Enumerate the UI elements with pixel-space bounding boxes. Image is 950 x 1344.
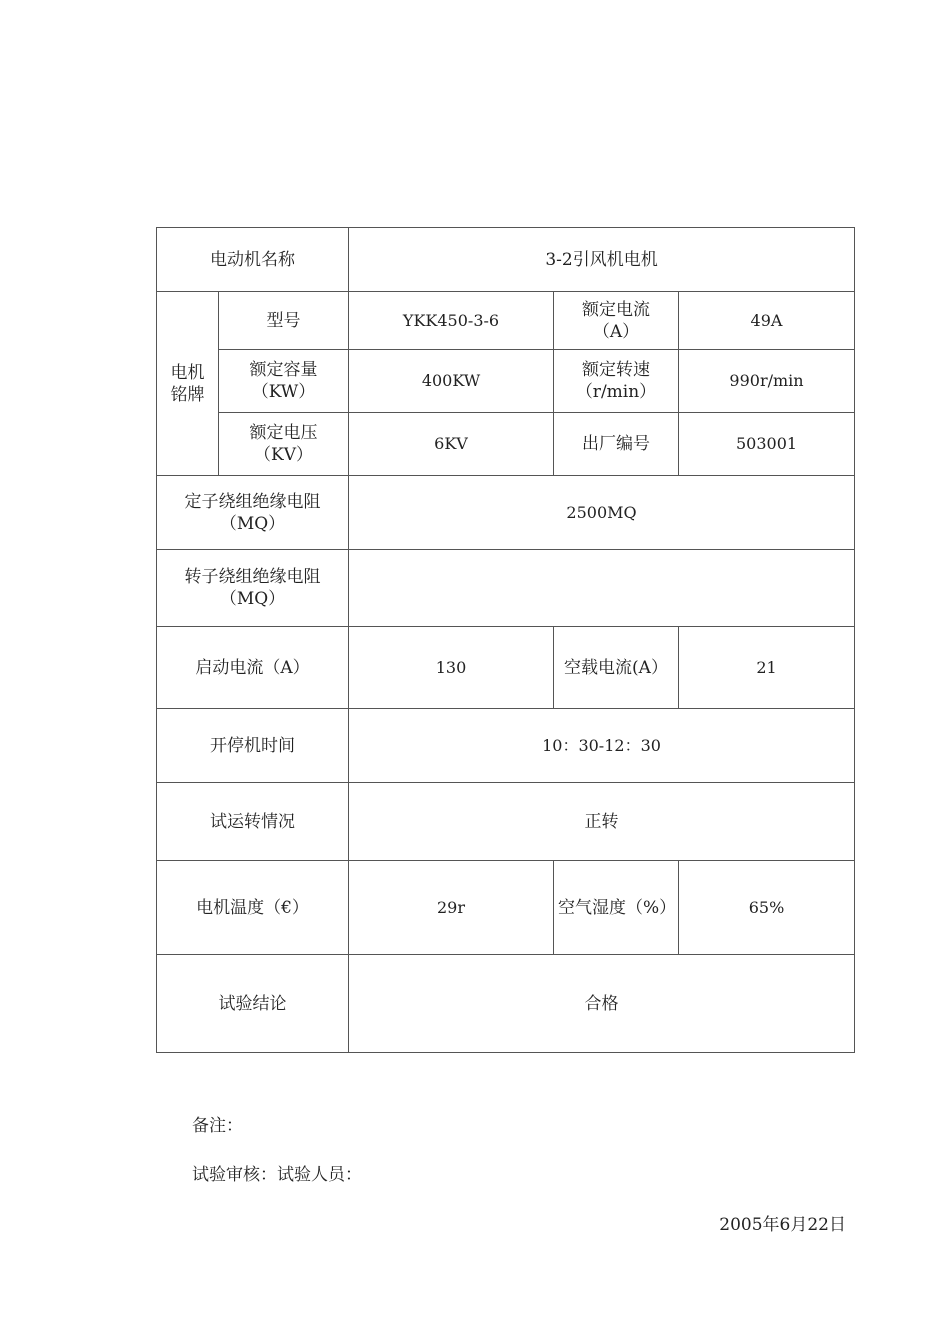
signatures-line: 试验审核：试验人员： xyxy=(192,1165,362,1185)
rated-speed-label xyxy=(554,350,679,413)
stator-insulation-unit: （MQ） xyxy=(219,513,286,534)
table-row xyxy=(157,783,855,861)
rated-voltage-label xyxy=(219,413,349,476)
rated-voltage-unit: （KV） xyxy=(254,445,313,465)
rated-speed-value: 990r/min xyxy=(679,350,855,413)
rotor-insulation-unit: （MQ） xyxy=(219,589,286,609)
table-row xyxy=(157,292,855,350)
test-record-table xyxy=(156,227,855,1053)
conclusion-label: 试验结论 xyxy=(157,955,349,1053)
stator-insulation-label-text: 定子绕组绝缘电阻 xyxy=(184,491,321,512)
humidity-value: 65% xyxy=(679,861,855,955)
table-row xyxy=(157,861,855,955)
noload-current-value: 21 xyxy=(679,627,855,709)
rated-voltage-value: 6KV xyxy=(349,413,554,476)
serial-value: 503001 xyxy=(679,413,855,476)
motor-name-label: 电动机名称 xyxy=(157,228,349,292)
table-row xyxy=(157,955,855,1053)
rated-voltage-label-text: 额定电压 xyxy=(249,423,318,443)
stator-insulation-value: 2500MQ xyxy=(349,476,855,550)
rated-current-value: 49A xyxy=(679,292,855,350)
rated-speed-unit: （r/min） xyxy=(575,382,657,402)
table-row xyxy=(157,350,855,413)
start-current-label: 启动电流（A） xyxy=(157,627,349,709)
rotor-insulation-value xyxy=(349,550,855,627)
report-date: 2005年6月22日 xyxy=(719,1215,846,1235)
rotor-insulation-label-text: 转子绕组绝缘电阻 xyxy=(184,567,321,587)
trial-status-value: 正转 xyxy=(349,783,855,861)
motor-temp-value: 29r xyxy=(349,861,554,955)
stator-insulation-label xyxy=(157,476,349,550)
rated-speed-label-text: 额定转速 xyxy=(582,360,650,380)
model-label: 型号 xyxy=(219,292,349,350)
rated-capacity-label xyxy=(219,350,349,413)
rated-capacity-value: 400KW xyxy=(349,350,554,413)
serial-label: 出厂编号 xyxy=(554,413,679,476)
humidity-label: 空气湿度（%） xyxy=(554,861,679,955)
motor-name-value: 3-2引风机电机 xyxy=(349,228,855,292)
nameplate-label-line1: 电机 xyxy=(170,362,205,383)
table-row xyxy=(157,413,855,476)
motor-temp-label: 电机温度（€） xyxy=(157,861,349,955)
rated-current-label-text: 额定电流 xyxy=(582,299,650,320)
model-value: YKK450-3-6 xyxy=(349,292,554,350)
rated-current-label xyxy=(554,292,679,350)
trial-status-label: 试运转情况 xyxy=(157,783,349,861)
table-row xyxy=(157,228,855,292)
rated-capacity-label-text: 额定容量 xyxy=(249,360,318,380)
start-current-value: 130 xyxy=(349,627,554,709)
conclusion-value: 合格 xyxy=(349,955,855,1053)
table-row xyxy=(157,550,855,627)
nameplate-label xyxy=(157,292,219,476)
rated-capacity-unit: （KW） xyxy=(251,382,316,402)
rated-current-unit: （A） xyxy=(592,321,640,342)
table-row xyxy=(157,476,855,550)
table-row xyxy=(157,709,855,783)
noload-current-label: 空载电流(A） xyxy=(554,627,679,709)
run-time-value: 10：30-12：30 xyxy=(349,709,855,783)
table-row xyxy=(157,627,855,709)
nameplate-label-line2: 铭牌 xyxy=(170,384,205,405)
rotor-insulation-label xyxy=(157,550,349,627)
remarks-label: 备注： xyxy=(192,1116,243,1136)
run-time-label: 开停机时间 xyxy=(157,709,349,783)
